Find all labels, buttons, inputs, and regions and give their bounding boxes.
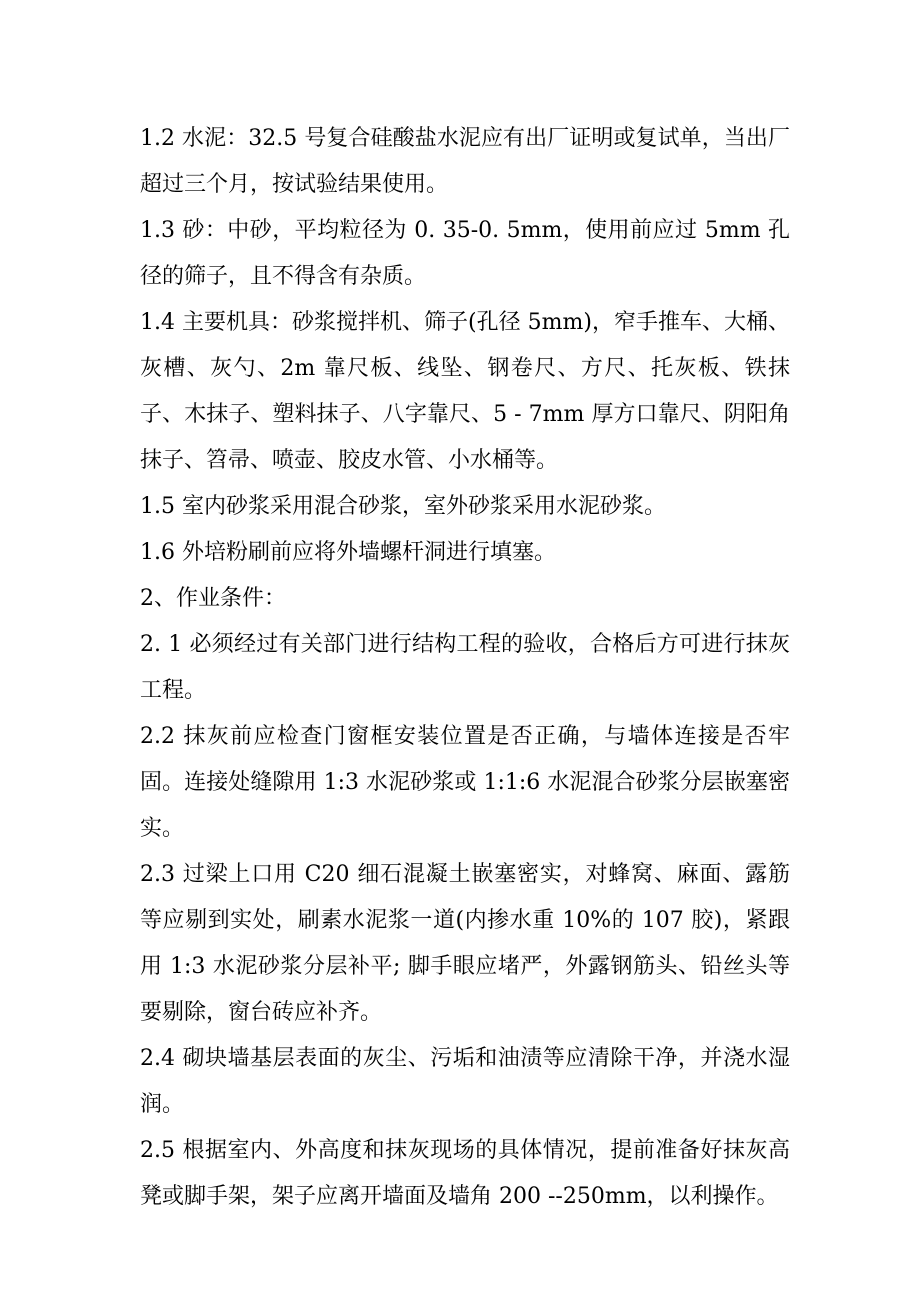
paragraph-1-4-tools: 1.4 主要机具：砂浆搅拌机、筛子(孔径 5mm)，窄手推车、大桶、灰槽、灰勺、2m 靠尺板、线坠、钢卷尺、方尺、托灰板、铁抹子、木抹子、塑料抹子、八字靠尺、5 - 7mm 厚方口靠尺、阴阳角抹子、笤帚、喷壶、胶皮水管、小水桶等。 bbox=[140, 310, 790, 473]
paragraph-2-4-cleaning: 2.4 砌块墙基层表面的灰尘、污垢和油渍等应清除干净，并浇水湿润。 bbox=[140, 1046, 790, 1117]
paragraph-2-2-frame-check: 2.2 抹灰前应检查门窗框安装位置是否正确，与墙体连接是否牢固。连接处缝隙用 1:3 水泥砂浆或 1:1:6 水泥混合砂浆分层嵌塞密实。 bbox=[140, 724, 790, 841]
paragraph-1-3-sand: 1.3 砂：中砂，平均粒径为 0. 35-0. 5mm，使用前应过 5mm 孔径的筛子，且不得含有杂质。 bbox=[140, 218, 790, 289]
section-heading-work-conditions: 2、作业条件： bbox=[140, 586, 286, 611]
paragraph-2-5-scaffold: 2.5 根据室内、外高度和抹灰现场的具体情况，提前准备好抹灰高凳或脚手架，架子应离开墙面及墙角 200 --250mm，以利操作。 bbox=[140, 1138, 790, 1209]
paragraph-1-6-bolt-holes: 1.6 外培粉刷前应将外墙螺杆洞进行填塞。 bbox=[140, 540, 556, 565]
paragraph-2-1-acceptance: 2. 1 必须经过有关部门进行结构工程的验收，合格后方可进行抹灰工程。 bbox=[140, 632, 790, 703]
paragraph-1-2-cement: 1.2 水泥：32.5 号复合硅酸盐水泥应有出厂证明或复试单，当出厂超过三个月，按试验结果使用。 bbox=[140, 126, 790, 197]
paragraph-1-5-mortar: 1.5 室内砂浆采用混合砂浆，室外砂浆采用水泥砂浆。 bbox=[140, 494, 666, 519]
document-body bbox=[140, 116, 790, 1220]
paragraph-2-3-lintel: 2.3 过梁上口用 C20 细石混凝土嵌塞密实，对蜂窝、麻面、露筋等应剔到实处，刷素水泥浆一道(内掺水重 10%的 107 胶)，紧跟用 1:3 水泥砂浆分层补平; 脚手眼应堵严，外露钢筋头、铅丝头等要剔除，窗台砖应补齐。 bbox=[140, 862, 790, 1025]
